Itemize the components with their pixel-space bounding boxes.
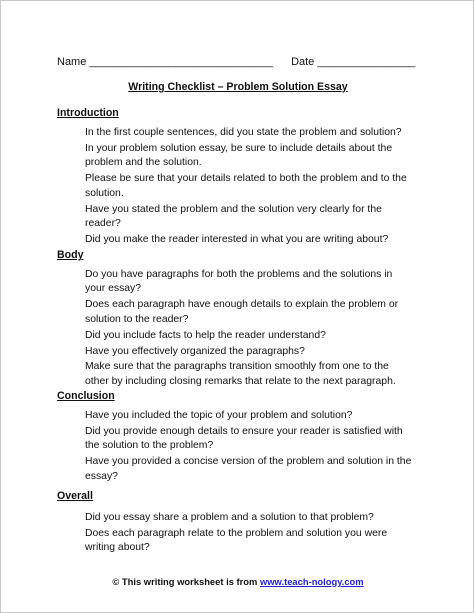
page-title: Writing Checklist – Problem Solution Essay xyxy=(128,81,348,93)
date-label: Date xyxy=(291,56,315,68)
list-item: Have you effectively organized the paragraphs? xyxy=(85,345,305,357)
introduction-items xyxy=(85,126,415,249)
footer-link[interactable]: www.teach-nology.com xyxy=(259,576,364,587)
list-item: In the first couple sentences, did you state the problem and solution? xyxy=(85,127,402,138)
list-item: In your problem solution essay, be sure to include details about the problem and the solution. xyxy=(85,142,393,169)
list-item: Please be sure that your details related to both the problem and to the solution. xyxy=(85,173,407,199)
list-item: Have you stated the problem and the solution very clearly for the reader? xyxy=(85,203,382,229)
list-item: Have you included the topic of your problem and solution? xyxy=(85,410,353,421)
name-line: ______________________________ xyxy=(89,56,273,68)
list-item: Make sure that the paragraphs transition smoothly from one to the other by including closing remarks that relate to the next paragraph. xyxy=(85,361,396,387)
date-line: ________________ xyxy=(317,56,416,68)
list-item: Did you provide enough details to ensure your reader is satisfied with the solution to the problem? xyxy=(85,425,403,452)
conclusion-items xyxy=(85,409,415,486)
name-date-row xyxy=(57,56,415,68)
heading-overall: Overall xyxy=(57,490,93,502)
heading-conclusion: Conclusion xyxy=(57,390,115,402)
heading-body: Body xyxy=(57,249,84,261)
heading-introduction: Introduction xyxy=(57,107,119,119)
list-item: Does each paragraph have enough details to explain the problem or solution to the reader? xyxy=(85,299,399,325)
list-item: Did you make the reader interested in what you are writing about? xyxy=(85,233,389,245)
list-item: Have you provided a concise version of the problem and solution in the essay? xyxy=(85,456,412,482)
list-item: Did you essay share a problem and a solution to that problem? xyxy=(85,512,374,523)
list-item: Does each paragraph relate to the problem and solution you were writing about? xyxy=(85,527,388,554)
name-label: Name xyxy=(57,56,87,68)
footer-credit xyxy=(1,576,474,587)
footer-text: © This writing worksheet is from xyxy=(112,576,260,587)
list-item: Do you have paragraphs for both the problems and the solutions in your essay? xyxy=(85,269,393,295)
overall-items xyxy=(85,511,415,557)
body-items xyxy=(85,268,415,391)
list-item: Did you include facts to help the reader understand? xyxy=(85,329,326,341)
